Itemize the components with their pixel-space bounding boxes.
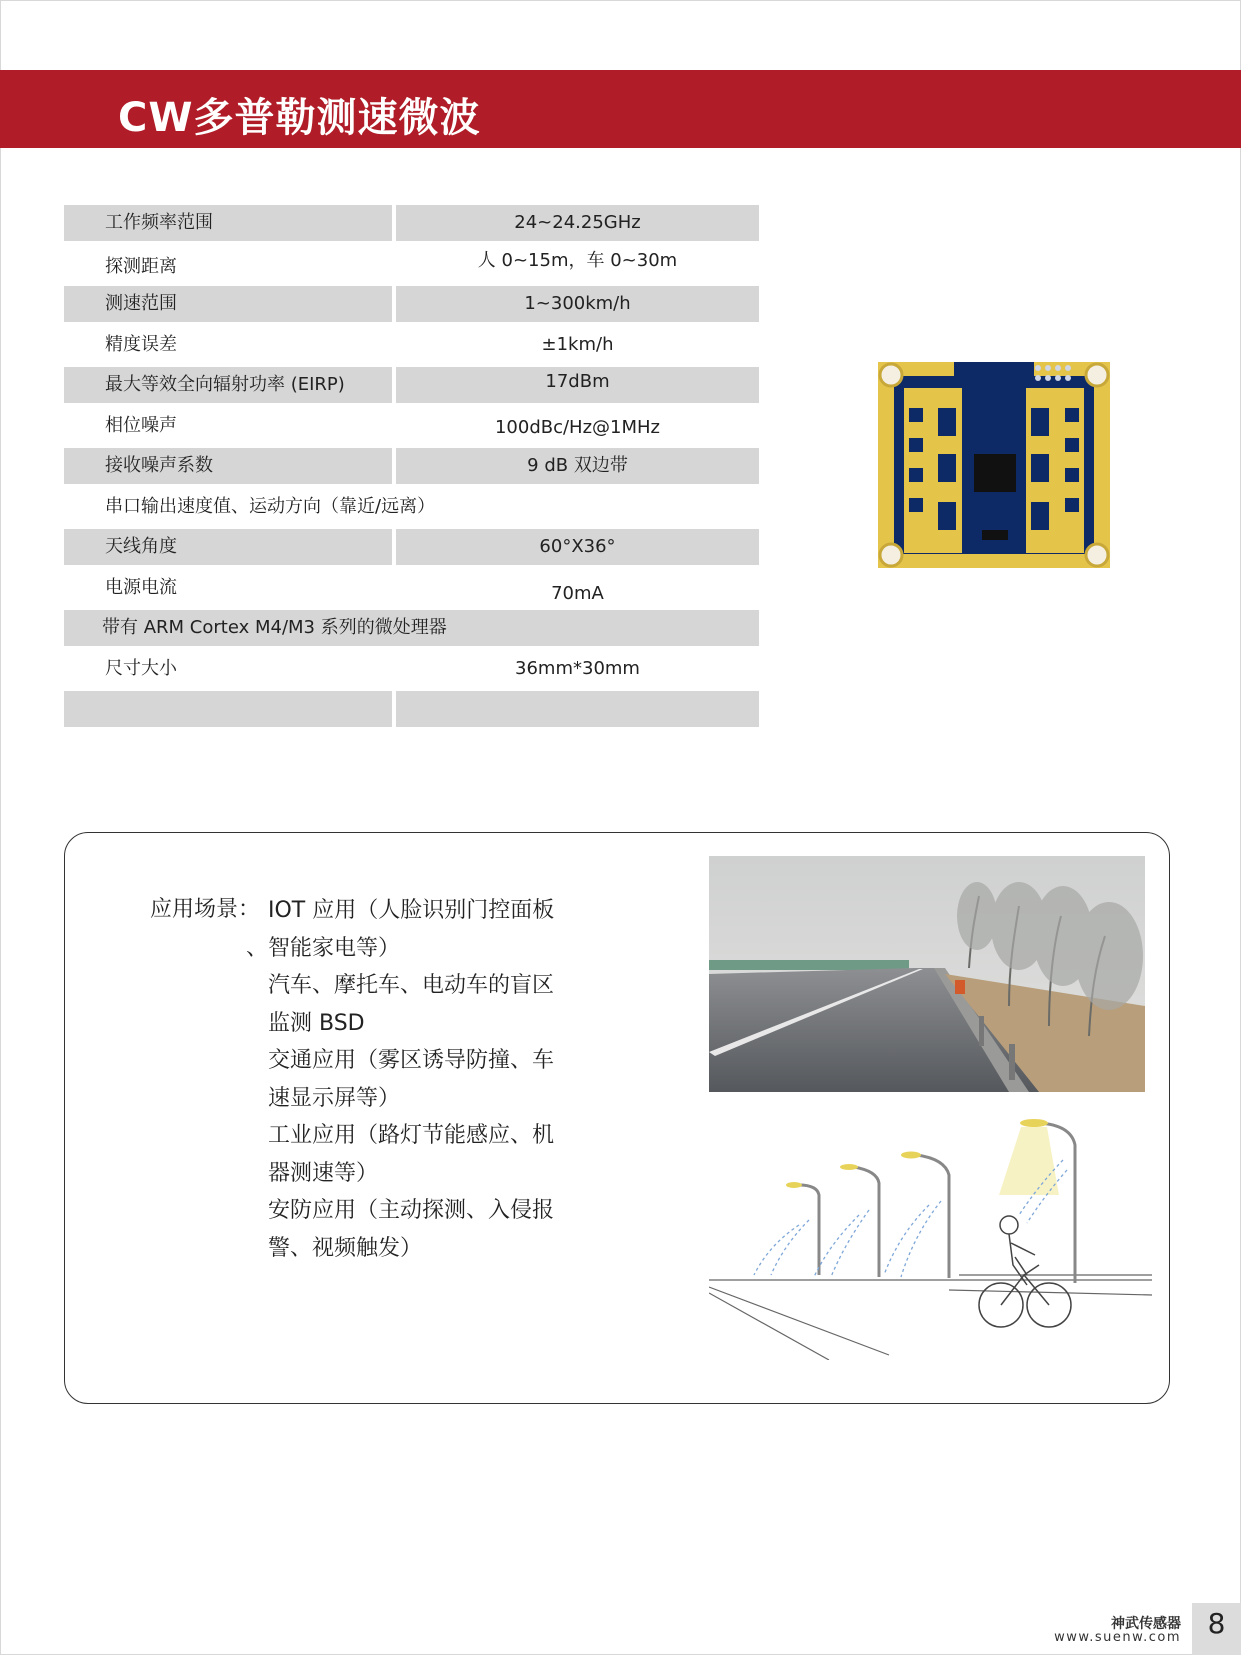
spec-row <box>64 367 759 408</box>
spec-label: 最大等效全向辐射功率 (EIRP) <box>64 367 392 403</box>
spec-value: 24~24.25GHz <box>396 205 759 241</box>
spec-label: 天线角度 <box>64 529 392 565</box>
application-list <box>246 892 598 1267</box>
spec-row <box>64 651 759 692</box>
application-line: 、智能家电等） <box>246 935 401 961</box>
spec-label: 尺寸大小 <box>105 657 177 679</box>
spec-label: 探测距离 <box>105 255 177 277</box>
spec-row <box>64 570 759 611</box>
spec-row <box>64 246 759 287</box>
application-line: 工业应用（路灯节能感应、机 <box>268 1123 555 1148</box>
spec-label <box>64 691 392 727</box>
application-line: 警、视频触发） <box>268 1235 423 1261</box>
spec-row <box>64 691 759 732</box>
spec-row <box>64 408 759 449</box>
spec-row <box>64 448 759 489</box>
foggy-highway-photo <box>709 856 1145 1092</box>
spec-value: 70mA <box>551 582 604 604</box>
application-line: 安防应用（主动探测、入侵报 <box>268 1198 555 1223</box>
spec-value: 1~300km/h <box>396 286 759 322</box>
spec-label: 精度误差 <box>105 333 177 355</box>
spec-value: 人 0~15m，车 0~30m <box>477 249 678 271</box>
page-number: 8 <box>1207 1607 1226 1640</box>
spec-label: 工作频率范围 <box>64 205 392 241</box>
spec-label: 带有 ARM Cortex M4/M3 系列的微处理器 <box>64 610 759 646</box>
application-line: 监测 BSD <box>268 1010 365 1036</box>
spec-value: 17dBm <box>396 367 759 403</box>
footer-url[interactable]: www.suenw.com <box>1054 1630 1181 1645</box>
spec-value: 9 dB 双边带 <box>396 448 759 484</box>
spec-row <box>64 205 759 246</box>
spec-value: 100dBc/Hz@1MHz <box>494 416 661 438</box>
spec-value: ±1km/h <box>541 333 614 355</box>
spec-value <box>396 489 759 525</box>
spec-row <box>64 327 759 368</box>
footer-brand: 神武传感器 <box>1111 1616 1181 1632</box>
spec-row <box>64 286 759 327</box>
spec-label: 相位噪声 <box>105 414 177 436</box>
spec-label: 串口输出速度值、运动方向（靠近/远离） <box>105 495 436 517</box>
application-line: IOT 应用（人脸识别门控面板 <box>268 898 555 923</box>
radar-module-photo <box>878 362 1110 568</box>
page-title: CW多普勒测速微波 <box>118 95 481 141</box>
spec-row <box>64 610 759 651</box>
spec-value <box>396 691 759 727</box>
spec-row <box>64 529 759 570</box>
spec-label: 测速范围 <box>64 286 392 322</box>
spec-row <box>64 489 759 530</box>
application-label: 应用场景： <box>150 897 261 922</box>
application-line: 速显示屏等） <box>268 1085 401 1111</box>
streetlight-radar-illustration <box>709 1115 1152 1360</box>
spec-label: 电源电流 <box>105 576 177 598</box>
application-line: 汽车、摩托车、电动车的盲区 <box>268 973 555 998</box>
spec-label: 接收噪声系数 <box>64 448 392 484</box>
spec-value: 60°X36° <box>396 529 759 565</box>
application-line: 器测速等） <box>268 1160 379 1186</box>
spec-value: 36mm*30mm <box>515 657 640 679</box>
spec-table <box>64 205 759 732</box>
application-line: 交通应用（雾区诱导防撞、车 <box>268 1048 555 1073</box>
